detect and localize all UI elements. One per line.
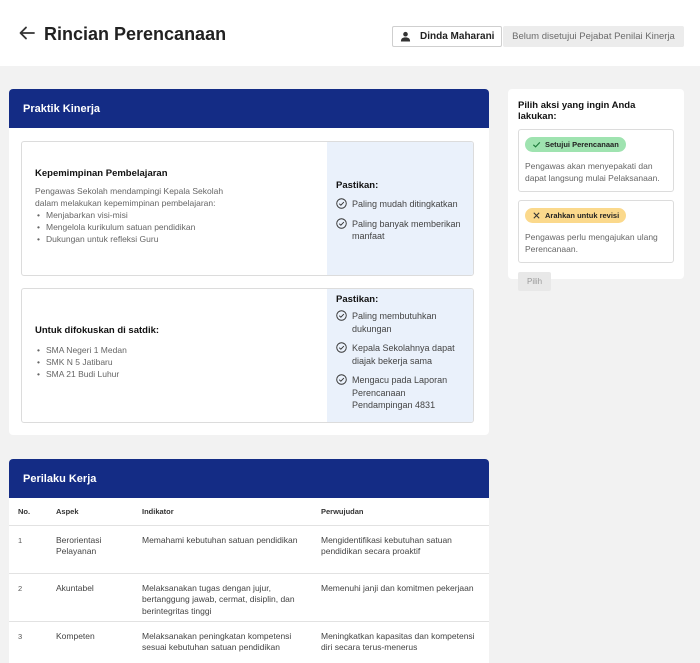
perilaku-table — [9, 498, 489, 663]
pastikan-label: Pastikan: — [336, 294, 379, 305]
row-aspek: Kompeten — [47, 621, 133, 663]
row-number: 1 — [9, 525, 47, 573]
approve-description: Pengawas akan menyepakati dan dapat langsung mulai Pelaksanaan. — [525, 161, 660, 183]
user-name: Dinda Maharani — [420, 31, 495, 42]
check-icon — [532, 140, 541, 149]
close-icon — [532, 211, 541, 220]
pilih-button[interactable]: Pilih — [518, 272, 551, 291]
table-row — [9, 621, 489, 663]
approve-option[interactable] — [518, 129, 674, 192]
perilaku-kerja-card — [9, 459, 489, 663]
check-circle-icon — [336, 310, 347, 321]
list-item: • Mengelola kurikulum satuan pendidikan — [35, 221, 240, 233]
list-item: • SMK N 5 Jatibaru — [35, 356, 240, 368]
list-item: • SMA Negeri 1 Medan — [35, 344, 240, 356]
status-badge: Belum disetujui Pejabat Penilai Kinerja — [503, 26, 684, 47]
list-item: • SMA 21 Budi Luhur — [35, 368, 240, 380]
list-item: • Menjabarkan visi-misi — [35, 209, 240, 221]
praktik-kinerja-card — [9, 89, 489, 435]
pastikan-panel — [327, 289, 473, 422]
check-circle-icon — [336, 342, 347, 353]
satdik-box — [21, 288, 474, 423]
row-aspek: Akuntabel — [47, 573, 133, 621]
page-header — [0, 0, 700, 66]
revise-badge — [525, 208, 626, 223]
check-text: Kepala Sekolahnya dapat diajak bekerja sama — [352, 343, 455, 366]
praktik-kinerja-heading: Praktik Kinerja — [9, 89, 489, 128]
check-item — [336, 310, 465, 335]
row-indikator: Melaksanakan peningkatan kompetensi sesuai kebutuhan satuan pendidikan — [133, 621, 312, 663]
satdik-title: Untuk difokuskan di satdik: — [35, 325, 160, 336]
row-number: 2 — [9, 573, 47, 621]
kepemimpinan-title: Kepemimpinan Pembelajaran — [35, 168, 168, 179]
column-header: No. — [9, 498, 47, 525]
row-perwujudan: Meningkatkan kapasitas dan kompetensi diri secara terus-menerus — [312, 621, 489, 663]
approve-badge-label: Setujui Perencanaan — [545, 140, 619, 149]
row-perwujudan: Memenuhi janji dan komitmen pekerjaan — [312, 573, 489, 621]
kepemimpinan-box — [21, 141, 474, 276]
satdik-list — [35, 344, 240, 380]
kepemimpinan-desc: Pengawas Sekolah mendampingi Kepala Sekolah dalam melakukan kepemimpinan pembelajaran: — [35, 186, 224, 208]
row-indikator: Melaksanakan tugas dengan jujur, bertanggung jawab, cermat, disiplin, dan berintegritas tinggi — [133, 573, 312, 621]
table-header-row — [9, 498, 489, 525]
check-item — [336, 218, 465, 243]
revise-option[interactable] — [518, 200, 674, 263]
revise-badge-label: Arahkan untuk revisi — [545, 211, 620, 220]
check-circle-icon — [336, 374, 347, 385]
perilaku-kerja-heading: Perilaku Kerja — [9, 459, 489, 498]
column-header: Perwujudan — [312, 498, 489, 525]
check-circle-icon — [336, 198, 347, 209]
list-item: • Dukungan untuk refleksi Guru — [35, 233, 240, 245]
table-row — [9, 573, 489, 621]
pastikan-panel — [327, 142, 473, 275]
user-icon — [400, 31, 411, 42]
kepemimpinan-list — [35, 209, 240, 245]
back-arrow-icon[interactable] — [18, 24, 36, 42]
row-indikator: Memahami kebutuhan satuan pendidikan — [133, 525, 312, 573]
check-text: Paling banyak memberikan manfaat — [352, 218, 461, 241]
action-panel — [508, 89, 684, 286]
check-item — [336, 198, 465, 211]
check-circle-icon — [336, 218, 347, 229]
user-chip — [392, 26, 502, 47]
row-perwujudan: Mengidentifikasi kebutuhan satuan pendidikan secara proaktif — [312, 525, 489, 573]
pastikan-label: Pastikan: — [336, 180, 379, 191]
check-text: Mengacu pada Laporan Perencanaan Pendampingan 4831 — [352, 375, 448, 410]
column-header: Aspek — [47, 498, 133, 525]
approve-badge — [525, 137, 626, 152]
check-item — [336, 374, 465, 412]
column-header: Indikator — [133, 498, 312, 525]
row-number: 3 — [9, 621, 47, 663]
action-panel-title: Pilih aksi yang ingin Anda lakukan: — [518, 100, 636, 122]
check-text: Paling membutuhkan dukungan — [352, 311, 437, 334]
page-title: Rincian Perencanaan — [44, 24, 227, 44]
check-text: Paling mudah ditingkatkan — [352, 199, 458, 209]
revise-description: Pengawas perlu mengajukan ulang Perencanaan. — [525, 232, 658, 254]
check-item — [336, 342, 465, 367]
row-aspek: Berorientasi Pelayanan — [47, 525, 133, 573]
table-row — [9, 525, 489, 573]
